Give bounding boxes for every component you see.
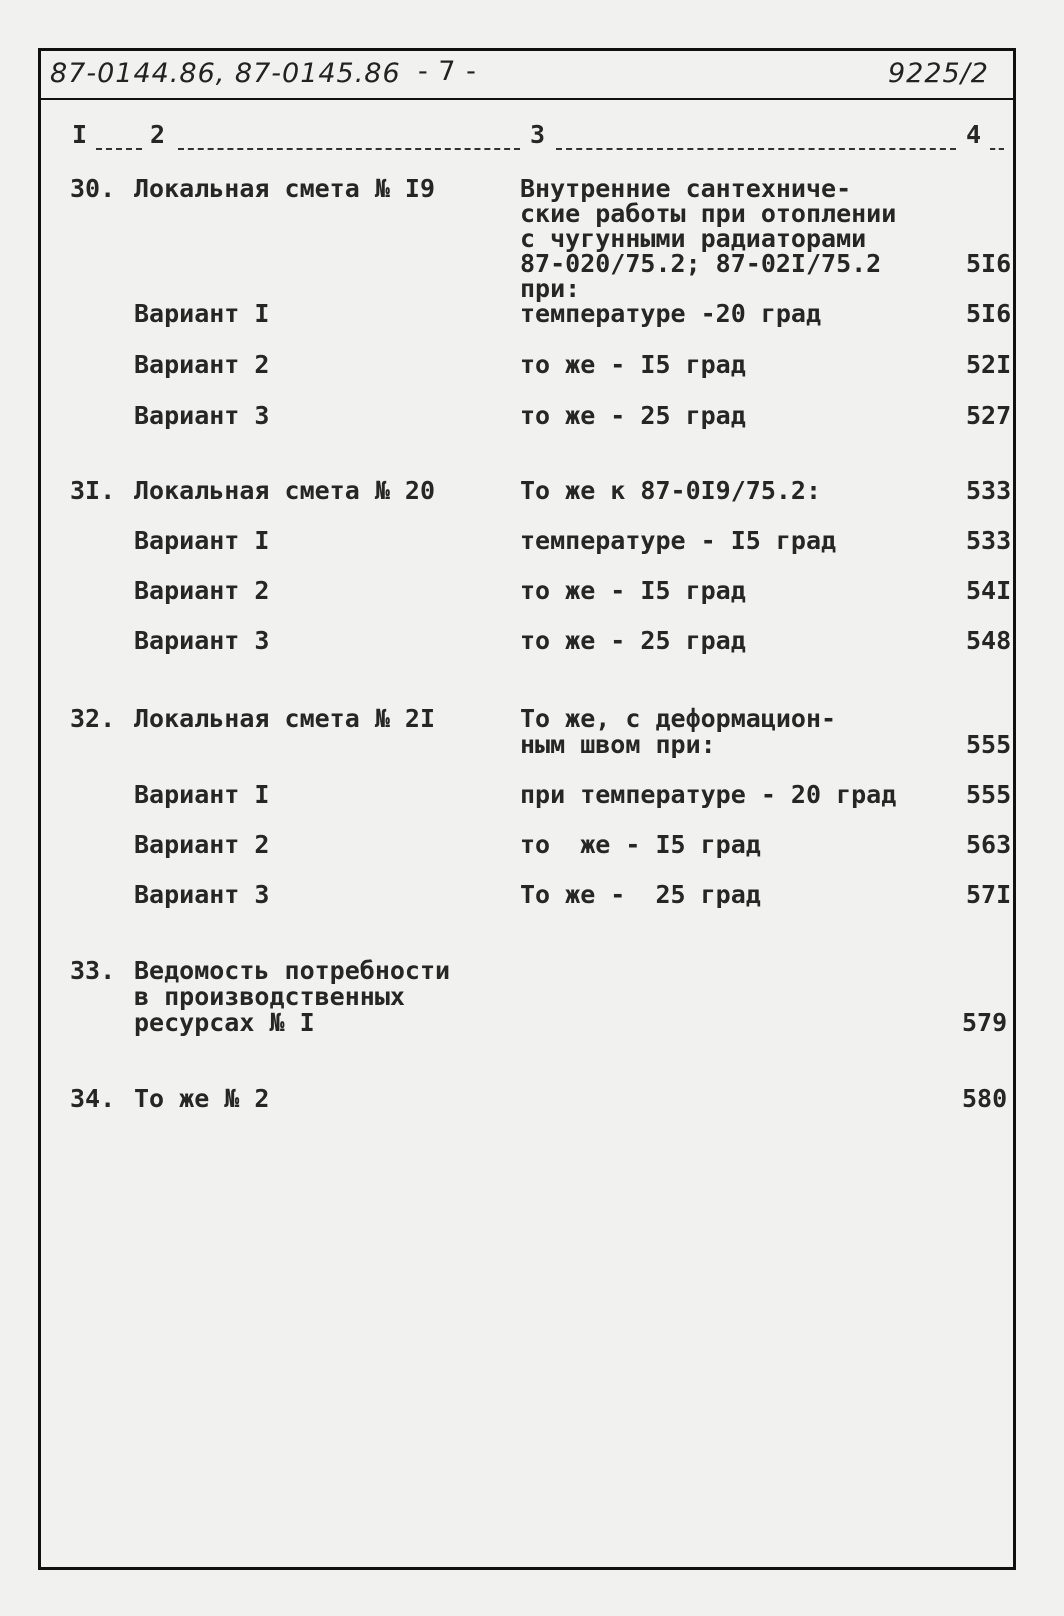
variant-description: То же - 25 град <box>520 880 761 909</box>
entry-title: Локальная смета № 20 <box>134 476 436 505</box>
entry-description-line: с чугунными радиаторами <box>520 224 867 253</box>
header-divider <box>38 98 1016 100</box>
variant-description: то же - I5 град <box>520 576 746 605</box>
column-3-label: 3 <box>530 120 546 149</box>
variant-description: то же - 25 град <box>520 626 746 655</box>
variant-name: Вариант 2 <box>134 830 270 859</box>
entry-page: 5I6 <box>966 249 1012 278</box>
entry-number: 3I. <box>70 476 116 505</box>
variant-name: Вариант 2 <box>134 576 270 605</box>
variant-description: то же - 25 град <box>520 401 746 430</box>
document-codes: 87-0144.86, 87-0145.86 <box>50 58 401 89</box>
variant-name: Вариант 2 <box>134 350 270 379</box>
variant-page: 533 <box>966 526 1012 555</box>
entry-title: Локальная смета № I9 <box>134 174 436 203</box>
entry-description-line: ным швом при: <box>520 730 716 759</box>
variant-page: 57I <box>966 880 1012 909</box>
entry-description-line: То же, с деформацион- <box>520 704 837 733</box>
variant-page: 555 <box>966 780 1012 809</box>
entry-description-line: ские работы при отоплении <box>520 199 897 228</box>
variant-name: Вариант I <box>134 526 270 555</box>
header-dash <box>556 148 956 150</box>
variant-description: то же - I5 град <box>520 830 761 859</box>
header-dash <box>96 148 142 150</box>
entry-title-line: в производственных <box>134 982 405 1011</box>
entry-description-line: То же к 87-0I9/75.2: <box>520 476 822 505</box>
header-dash <box>178 148 520 150</box>
variant-description: то же - I5 град <box>520 350 746 379</box>
variant-page: 54I <box>966 576 1012 605</box>
entry-title: Локальная смета № 2I <box>134 704 436 733</box>
variant-description: при температуре - 20 град <box>520 780 897 809</box>
entry-number: 32. <box>70 704 116 733</box>
variant-name: Вариант I <box>134 780 270 809</box>
entry-description-line: Внутренние сантехниче- <box>520 174 852 203</box>
variant-page: 527 <box>966 401 1012 430</box>
variant-name: Вариант 3 <box>134 626 270 655</box>
entry-page: 579 <box>962 1008 1008 1037</box>
column-4-label: 4 <box>966 120 982 149</box>
variant-page: 548 <box>966 626 1012 655</box>
variant-name: Вариант I <box>134 299 270 328</box>
variant-description: температуре - I5 град <box>520 526 837 555</box>
entry-number: 30. <box>70 174 116 203</box>
entry-description-line: 87-020/75.2; 87-02I/75.2 <box>520 249 882 278</box>
variant-page: 52I <box>966 350 1012 379</box>
variant-name: Вариант 3 <box>134 880 270 909</box>
variant-name: Вариант 3 <box>134 401 270 430</box>
document-reference: 9225/2 <box>888 58 989 89</box>
entry-number: 34. <box>70 1084 116 1113</box>
column-2-label: 2 <box>150 120 166 149</box>
entry-title-line: ресурсах № I <box>134 1008 315 1037</box>
entry-title-line: Ведомость потребности <box>134 956 451 985</box>
entry-number: 33. <box>70 956 116 985</box>
entry-page: 533 <box>966 476 1012 505</box>
entry-page: 555 <box>966 730 1012 759</box>
entry-page: 580 <box>962 1084 1008 1113</box>
variant-page: 5I6 <box>966 299 1012 328</box>
header-dash <box>990 148 1004 150</box>
variant-description: температуре -20 град <box>520 299 822 328</box>
variant-page: 563 <box>966 830 1012 859</box>
page-number: - 7 - <box>418 56 477 87</box>
column-1-label: I <box>72 120 88 149</box>
entry-description-line: при: <box>520 274 581 303</box>
entry-title: То же № 2 <box>134 1084 270 1113</box>
